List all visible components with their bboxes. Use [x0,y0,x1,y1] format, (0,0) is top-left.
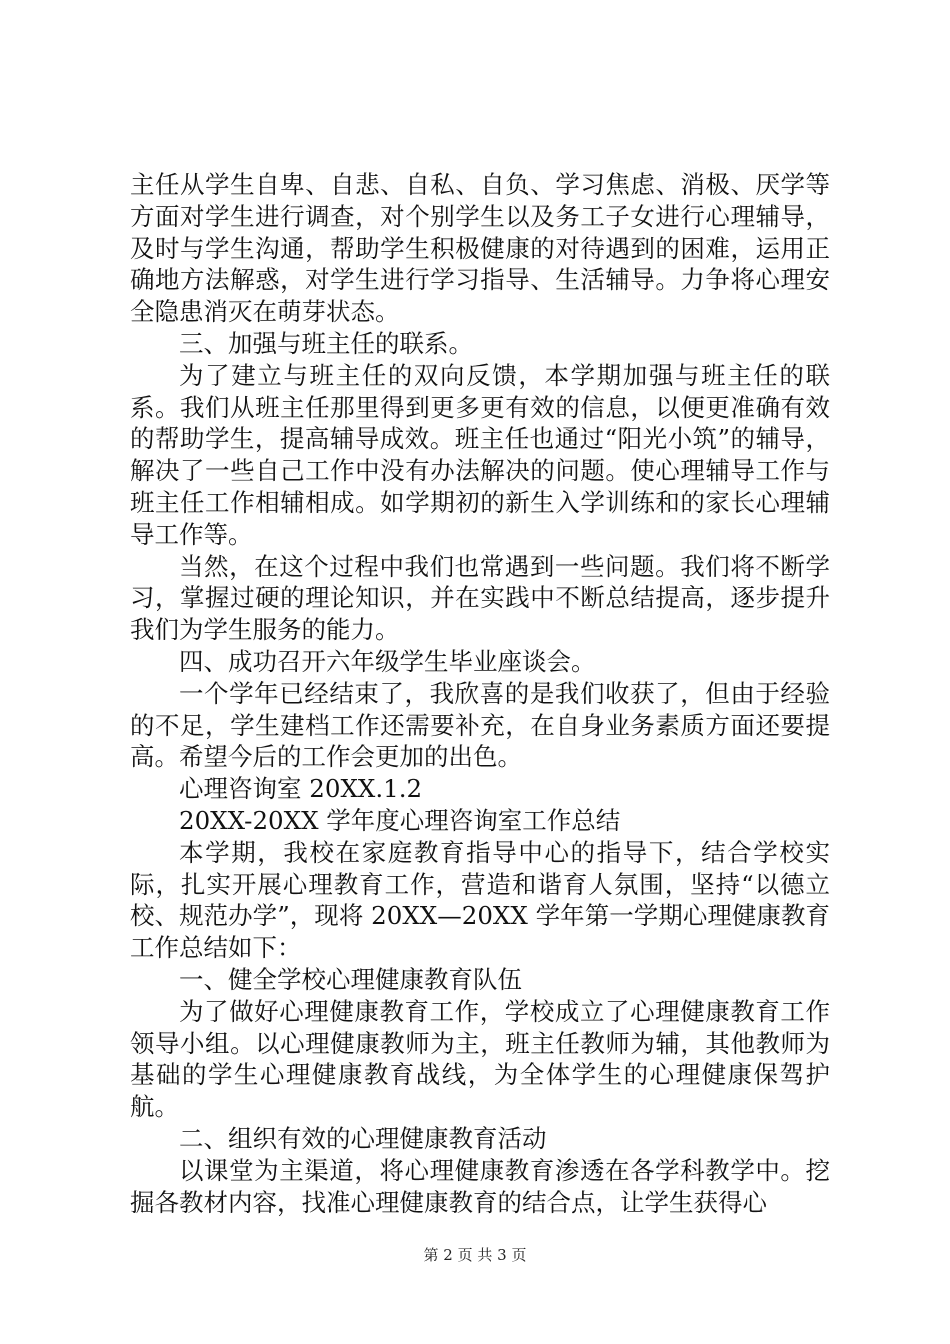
document-title: 20XX-20XX 学年度心理咨询室工作总结 [179,805,621,835]
paragraph: 一个学年已经结束了，我欣喜的是我们收获了，但由于经验的不足，学生建档工作还需要补充，在自身业务素质方面还要提高。希望今后的工作会更加的出色。 [130,678,830,772]
paragraph: 当然，在这个过程中我们也常遇到一些问题。我们将不断学习，掌握过硬的理论知识，并在实践中不断总结提高，逐步提升我们为学生服务的能力。 [130,551,830,645]
document-body [130,169,830,1218]
paragraph: 为了建立与班主任的双向反馈，本学期加强与班主任的联系。我们从班主任那里得到更多更有效的信息，以便更准确有效的帮助学生，提高辅导成效。班主任也通过“阳光小筑”的辅导，解决了一些自己工作中没有办法解决的问题。使心理辅导工作与班主任工作相辅相成。如学期初的新生入学训练和的家长心理辅导工作等。 [130,360,830,549]
section-heading-3: 三、加强与班主任的联系。 [179,328,473,358]
paragraph: 本学期，我校在家庭教育指导中心的指导下，结合学校实际，扎实开展心理教育工作，营造和谐育人氛围，坚持“以德立校、规范办学”，现将 20XX—20XX 学年第一学期心理健康教育工作总结如下： [130,837,830,963]
signature-line: 心理咨询室 20XX.1.2 [179,774,423,804]
paragraph-continuation: 主任从学生自卑、自悲、自私、自负、学习焦虑、消极、厌学等方面对学生进行调查，对个别学生以及务工子女进行心理辅导，及时与学生沟通，帮助学生积极健康的对待遇到的困难，运用正确地方法解惑，对学生进行学习指导、生活辅导。力争将心理安全隐患消灭在萌芽状态。 [130,170,830,327]
paragraph: 以课堂为主渠道，将心理健康教育渗透在各学科教学中。挖掘各教材内容，找准心理健康教育的结合点，让学生获得心 [130,1155,830,1217]
paragraph: 为了做好心理健康教育工作，学校成立了心理健康教育工作领导小组。以心理健康教师为主，班主任教师为辅，其他教师为基础的学生心理健康教育战线，为全体学生的心理健康保驾护航。 [130,996,830,1122]
section-heading-2: 二、组织有效的心理健康教育活动 [179,1123,547,1153]
page-number-footer: 第 2 页 共 3 页 [423,1246,527,1264]
section-heading-1: 一、健全学校心理健康教育队伍 [179,964,522,994]
section-heading-4: 四、成功召开六年级学生毕业座谈会。 [179,646,596,676]
